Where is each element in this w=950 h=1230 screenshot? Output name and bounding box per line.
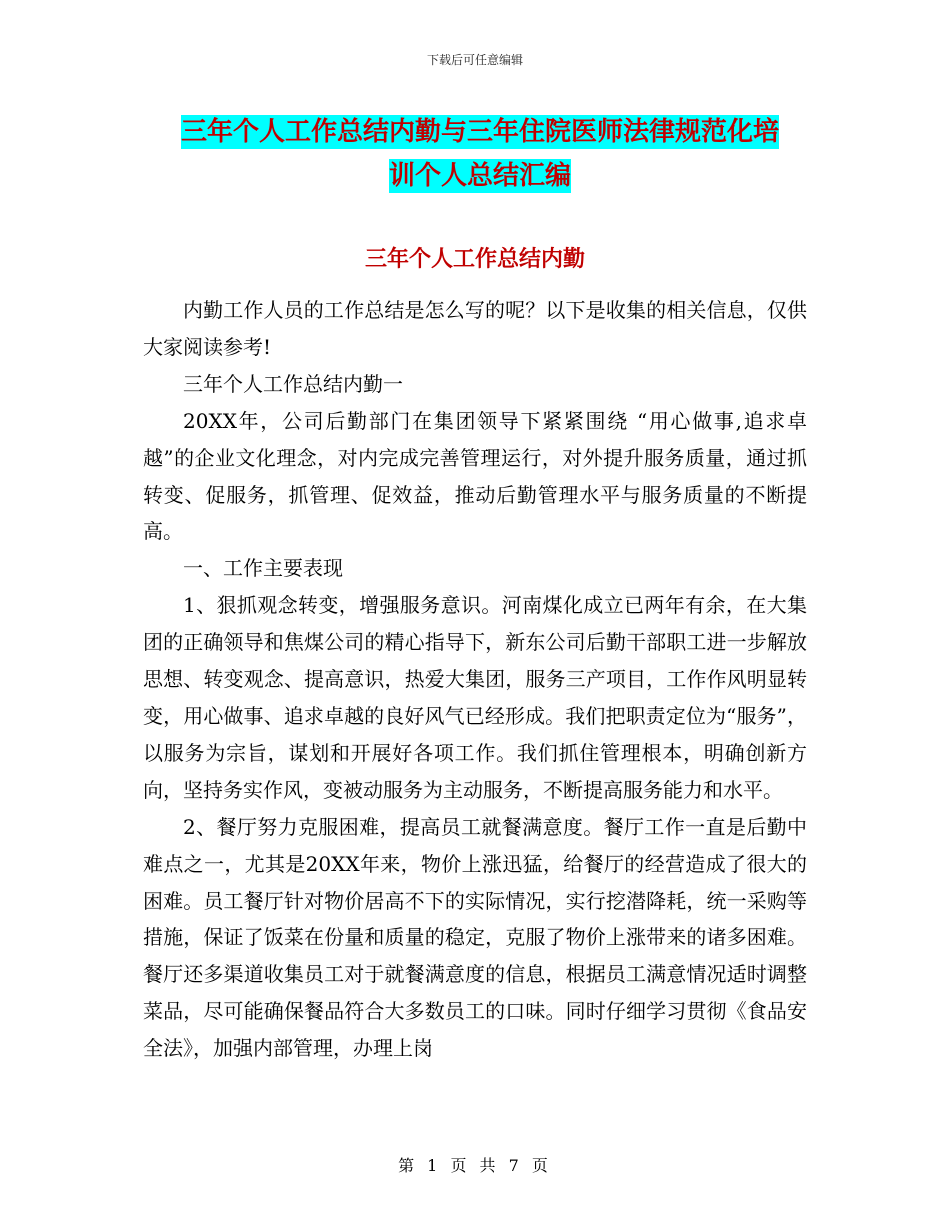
document-title xyxy=(130,110,830,198)
paragraph-heading-1: 一、工作主要表现 xyxy=(183,556,343,581)
paragraph-intro: 内勤工作人员的工作总结是怎么写的呢？以下是收集的相关信息，仅供大家阅读参考! xyxy=(143,298,807,359)
document-title-line-1: 三年个人工作总结内勤与三年住院医师法律规范化培 xyxy=(180,117,779,147)
paragraph-overview: 20XX年，公司后勤部门在集团领导下紧紧围绕 “用心做事,追求卓越”的企业文化理念，对内完成完善管理运行，对外提升服务质量，通过抓转变、促服务，抓管理、促效益，推动后勤管理水平与服务质量的不断提高。 xyxy=(143,408,807,544)
paragraph-subheading: 三年个人工作总结内勤一 xyxy=(183,371,403,396)
document-body xyxy=(143,292,807,1067)
paragraph-item-2: 2、餐厅努力克服困难，提高员工就餐满意度。餐厅工作一直是后勤中难点之一，尤其是20XX年来，物价上涨迅猛，给餐厅的经营造成了很大的困难。员工餐厅针对物价居高不下的实际情况，实行挖潜降耗，统一采购等措施，保证了饭菜在份量和质量的稳定，克服了物价上涨带来的诸多困难。餐厅还多渠道收集员工对于就餐满意度的信息，根据员工满意情况适时调整菜品，尽可能确保餐品符合大多数员工的口味。同时仔细学习贯彻《食品安全法》，加强内部管理，办理上岗 xyxy=(143,814,807,1061)
section-title: 三年个人工作总结内勤 xyxy=(364,247,585,272)
page-number: 第 1 页 共 7 页 xyxy=(398,1156,552,1175)
page-header-note: 下载后可任意编辑 xyxy=(426,53,523,67)
paragraph-item-1: 1、狠抓观念转变，增强服务意识。河南煤化成立已两年有余，在大集团的正确领导和焦煤公司的精心指导下，新东公司后勤干部职工进一步解放思想、转变观念、提高意识，热爱大集团，服务三产项目，工作作风明显转变，用心做事、追求卓越的良好风气已经形成。我们把职责定位为“服务”，以服务为宗旨，谋划和开展好各项工作。我们抓住管理根本，明确创新方向，坚持务实作风，变被动服务为主动服务，不断提高服务能力和水平。 xyxy=(143,593,807,802)
document-title-line-2: 训个人总结汇编 xyxy=(388,161,571,191)
